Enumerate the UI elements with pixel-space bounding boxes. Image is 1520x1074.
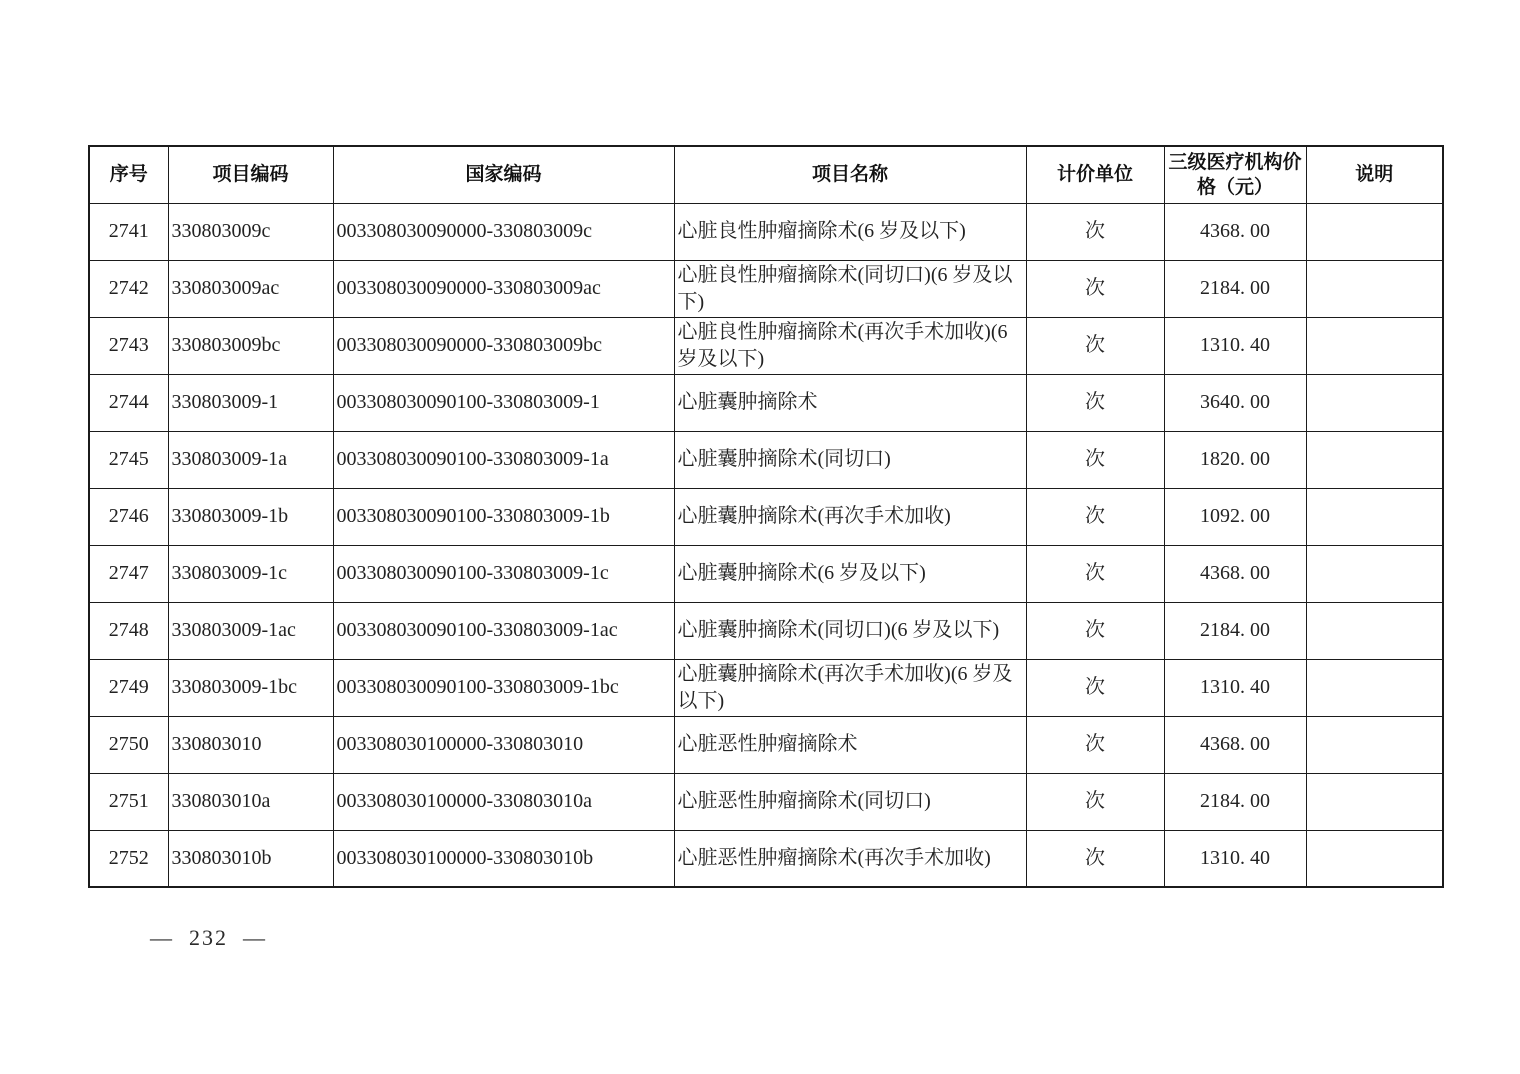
header-project-code: 项目编码	[168, 146, 333, 203]
cell-note	[1306, 773, 1443, 830]
cell-price: 1310. 40	[1164, 830, 1306, 887]
table-row	[89, 773, 1443, 830]
cell-price: 4368. 00	[1164, 545, 1306, 602]
cell-project-code: 330803009-1	[168, 374, 333, 431]
cell-national-code: 003308030090100-330803009-1b	[333, 488, 674, 545]
table-row	[89, 260, 1443, 317]
cell-price: 2184. 00	[1164, 260, 1306, 317]
cell-note	[1306, 488, 1443, 545]
cell-project-code: 330803009-1bc	[168, 659, 333, 716]
header-row	[89, 146, 1443, 203]
cell-project-code: 330803010a	[168, 773, 333, 830]
cell-national-code: 003308030100000-330803010	[333, 716, 674, 773]
cell-seq: 2747	[89, 545, 168, 602]
cell-note	[1306, 431, 1443, 488]
cell-price: 2184. 00	[1164, 773, 1306, 830]
cell-item-name: 心脏囊肿摘除术(同切口)(6 岁及以下)	[674, 602, 1026, 659]
cell-national-code: 003308030100000-330803010a	[333, 773, 674, 830]
cell-project-code: 330803009c	[168, 203, 333, 260]
cell-seq: 2746	[89, 488, 168, 545]
cell-national-code: 003308030090100-330803009-1bc	[333, 659, 674, 716]
cell-item-name: 心脏良性肿瘤摘除术(再次手术加收)(6 岁及以下)	[674, 317, 1026, 374]
cell-note	[1306, 545, 1443, 602]
table-body	[89, 203, 1443, 887]
cell-seq: 2743	[89, 317, 168, 374]
cell-price: 1092. 00	[1164, 488, 1306, 545]
cell-seq: 2745	[89, 431, 168, 488]
header-item-name: 项目名称	[674, 146, 1026, 203]
table-row	[89, 203, 1443, 260]
cell-seq: 2748	[89, 602, 168, 659]
cell-price: 4368. 00	[1164, 203, 1306, 260]
cell-national-code: 003308030090100-330803009-1c	[333, 545, 674, 602]
cell-unit: 次	[1026, 602, 1164, 659]
cell-national-code: 003308030090000-330803009bc	[333, 317, 674, 374]
cell-national-code: 003308030090100-330803009-1a	[333, 431, 674, 488]
cell-seq: 2744	[89, 374, 168, 431]
cell-item-name: 心脏恶性肿瘤摘除术(再次手术加收)	[674, 830, 1026, 887]
page-number: — 232 —	[150, 925, 267, 950]
header-unit: 计价单位	[1026, 146, 1164, 203]
cell-price: 1310. 40	[1164, 317, 1306, 374]
cell-seq: 2752	[89, 830, 168, 887]
cell-note	[1306, 203, 1443, 260]
table-row	[89, 545, 1443, 602]
cell-item-name: 心脏囊肿摘除术(再次手术加收)(6 岁及以下)	[674, 659, 1026, 716]
cell-item-name: 心脏囊肿摘除术(再次手术加收)	[674, 488, 1026, 545]
header-national-code: 国家编码	[333, 146, 674, 203]
cell-note	[1306, 659, 1443, 716]
cell-unit: 次	[1026, 488, 1164, 545]
cell-unit: 次	[1026, 659, 1164, 716]
cell-national-code: 003308030100000-330803010b	[333, 830, 674, 887]
table-row	[89, 317, 1443, 374]
cell-price: 1820. 00	[1164, 431, 1306, 488]
table-row	[89, 374, 1443, 431]
cell-seq: 2750	[89, 716, 168, 773]
cell-unit: 次	[1026, 773, 1164, 830]
cell-note	[1306, 602, 1443, 659]
cell-project-code: 330803009-1ac	[168, 602, 333, 659]
cell-seq: 2749	[89, 659, 168, 716]
cell-unit: 次	[1026, 431, 1164, 488]
cell-unit: 次	[1026, 203, 1164, 260]
cell-item-name: 心脏良性肿瘤摘除术(同切口)(6 岁及以下)	[674, 260, 1026, 317]
cell-project-code: 330803009bc	[168, 317, 333, 374]
header-note: 说明	[1306, 146, 1443, 203]
table-row	[89, 431, 1443, 488]
cell-item-name: 心脏恶性肿瘤摘除术	[674, 716, 1026, 773]
cell-national-code: 003308030090000-330803009ac	[333, 260, 674, 317]
cell-seq: 2741	[89, 203, 168, 260]
cell-project-code: 330803010b	[168, 830, 333, 887]
cell-item-name: 心脏恶性肿瘤摘除术(同切口)	[674, 773, 1026, 830]
table-row	[89, 488, 1443, 545]
header-price: 三级医疗机构价格（元）	[1164, 146, 1306, 203]
table-row	[89, 830, 1443, 887]
cell-national-code: 003308030090000-330803009c	[333, 203, 674, 260]
cell-seq: 2742	[89, 260, 168, 317]
cell-unit: 次	[1026, 260, 1164, 317]
cell-unit: 次	[1026, 716, 1164, 773]
cell-unit: 次	[1026, 545, 1164, 602]
cell-national-code: 003308030090100-330803009-1	[333, 374, 674, 431]
cell-price: 1310. 40	[1164, 659, 1306, 716]
cell-national-code: 003308030090100-330803009-1ac	[333, 602, 674, 659]
cell-project-code: 330803009-1a	[168, 431, 333, 488]
cell-item-name: 心脏囊肿摘除术	[674, 374, 1026, 431]
cell-unit: 次	[1026, 317, 1164, 374]
cell-price: 4368. 00	[1164, 716, 1306, 773]
table-row	[89, 602, 1443, 659]
cell-unit: 次	[1026, 830, 1164, 887]
cell-item-name: 心脏囊肿摘除术(6 岁及以下)	[674, 545, 1026, 602]
cell-project-code: 330803009-1c	[168, 545, 333, 602]
cell-seq: 2751	[89, 773, 168, 830]
cell-project-code: 330803009-1b	[168, 488, 333, 545]
table-row	[89, 659, 1443, 716]
cell-item-name: 心脏囊肿摘除术(同切口)	[674, 431, 1026, 488]
cell-unit: 次	[1026, 374, 1164, 431]
cell-price: 2184. 00	[1164, 602, 1306, 659]
cell-price: 3640. 00	[1164, 374, 1306, 431]
cell-note	[1306, 317, 1443, 374]
cell-project-code: 330803009ac	[168, 260, 333, 317]
table-row	[89, 716, 1443, 773]
cell-project-code: 330803010	[168, 716, 333, 773]
header-seq: 序号	[89, 146, 168, 203]
cell-note	[1306, 374, 1443, 431]
cell-note	[1306, 260, 1443, 317]
price-table	[88, 145, 1444, 888]
cell-note	[1306, 830, 1443, 887]
cell-item-name: 心脏良性肿瘤摘除术(6 岁及以下)	[674, 203, 1026, 260]
cell-note	[1306, 716, 1443, 773]
